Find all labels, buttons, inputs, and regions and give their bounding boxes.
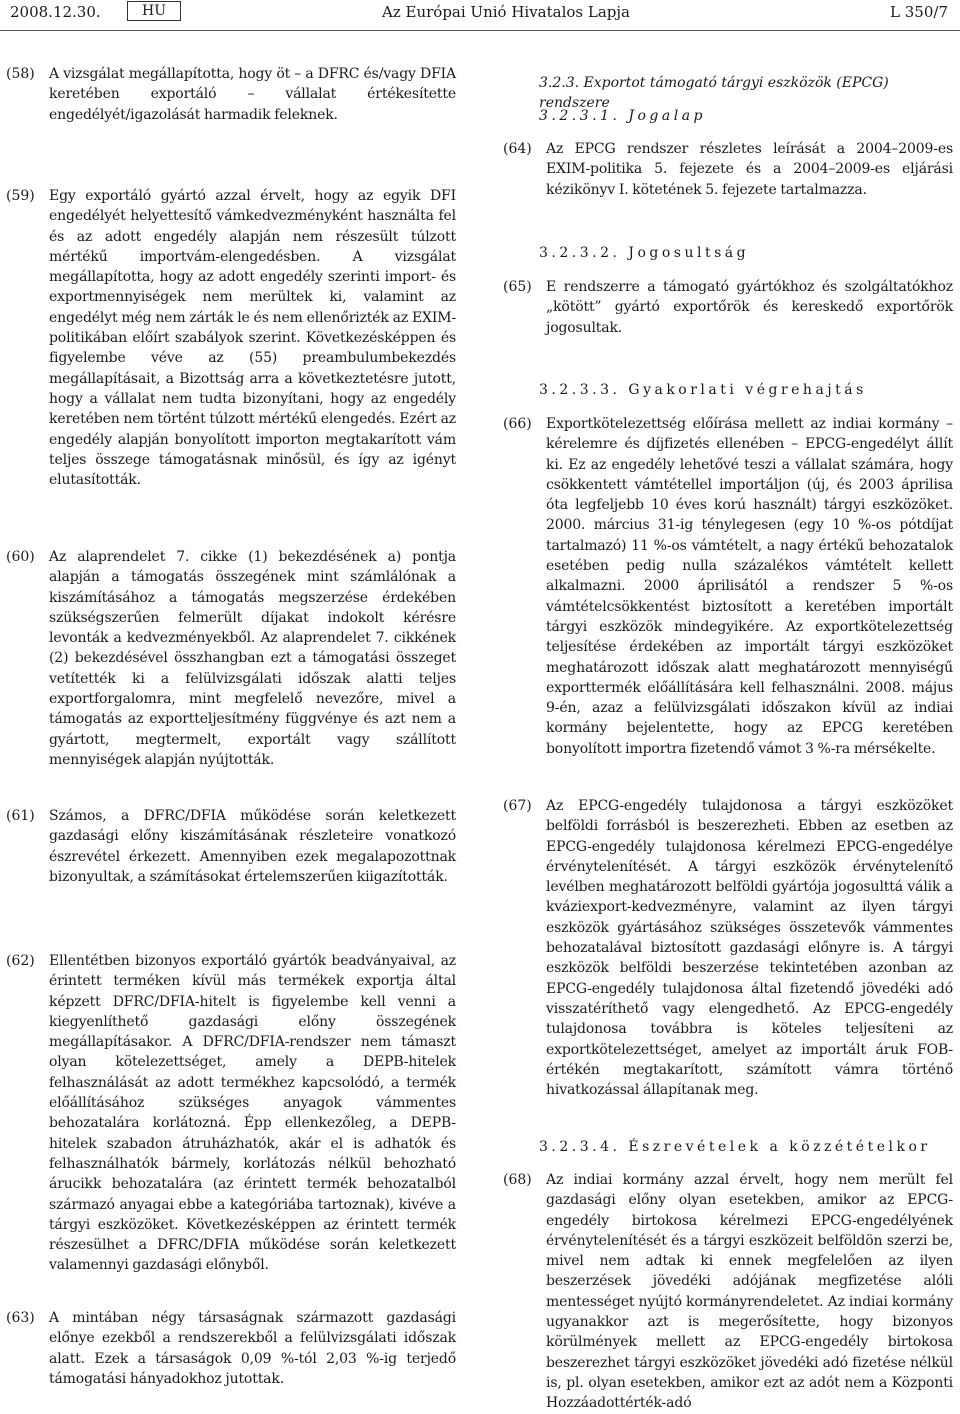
- right-para-65: [503, 277, 953, 338]
- left-para-61: [6, 806, 456, 887]
- right-heading-4: [503, 380, 953, 400]
- paragraph-61: [6, 806, 456, 887]
- right-para-68: [503, 1170, 953, 1414]
- paragraph-text: A mintában négy társaságnak származott gazdasági előnye ezekből a rendszerekből a felülvizsgálati időszak alatt. Ezek a társaságok 0,09 %-tól 2,03 %-ig terjedő támogatási hányadokhoz jutottak.: [49, 1310, 456, 1387]
- paragraph-65: [503, 277, 953, 338]
- right-heading-5: [503, 1137, 953, 1157]
- paragraph-67: [503, 796, 953, 1100]
- section-heading-legal-basis: 3.2.3.1. Jogalap: [539, 108, 707, 124]
- paragraph-text: E rendszerre a támogató gyártókhoz és szolgáltatókhoz „kötött” gyártó exportőrök és kereskedő exportőrök jogosultak.: [546, 279, 953, 336]
- paragraph-text: Számos, a DFRC/DFIA működése során keletkezett gazdasági előny kiszámításának részleteire vonatkozó észrevétel érkezett. Amennyiben ezek megalapozottnak bizonyultak, a számításokat értelemszerűen kiigazították.: [49, 808, 456, 885]
- paragraph-60: [6, 547, 456, 770]
- language-badge: HU: [127, 1, 181, 21]
- right-para-67: [503, 796, 953, 1100]
- paragraph-number: (64): [503, 141, 532, 157]
- section-heading-implementation: 3.2.3.3. Gyakorlati végrehajtás: [539, 382, 867, 398]
- paragraph-text: Exportkötelezettség előírása mellett az indiai kormány – kérelemre és díjfizetés ellenében – EPCG-engedélyt állít ki. Ez az engedély lehetővé teszi a vállalat számára, hogy csökkentett vámtétellel importáljon (új, és 2003 áprilisa óta legfeljebb 10 éves korú használt) tárgyi eszközöket. 2000. március 31-ig ténylegesen (egy 10 %-os pótdíjat tartalmazó) 11 %-os vámtételt, a nagy értékű behozatalok esetében pedig nulla százalékos vámtételt kellett alkalmazni. 2000 áprilisától a rendszer 5 %-os vámtételcsökkentést biztosított a keretében importált tárgyi eszközök mindegyikére. Az exportkötelezettség teljesítése érdekében az importált tárgyi eszközöket meghatározott időszak alatt meghatározott mennyiségű exporttermék előállítására kell felhasználni. 2008. május 9-én, azaz a felülvizsgálati időszakon kívül az indiai kormány bejelentette, hogy az EPCG keretében bonyolított importra fizetendő vámot 3 %-ra mérsékelte.: [546, 416, 953, 757]
- paragraph-number: (65): [503, 279, 532, 295]
- paragraph-number: (68): [503, 1172, 532, 1188]
- right-heading-3: [503, 243, 953, 263]
- left-para-63: [6, 1308, 456, 1389]
- paragraph-text: Egy exportáló gyártó azzal érvelt, hogy az egyik DFI engedélyét helyettesítő vámkedvezményként használta fel és az adott engedély alapján nem részesült túlzott mértékű importvám-elengedésben. A vizsgálat megállapította, hogy az adott engedély szerinti import- és exportmennyiségek nem merültek ki, valamint az engedélyt még nem zárták le és nem ellenőrizték az EXIM-politikában előírt szabályok szerint. Következésképpen és figyelembe véve az (55) preambulumbekezdés megállapításait, a Bizottság arra a következtetésre jutott, hogy a vállalat nem tudta bizonyítani, hogy az engedély keretében nem történt túlzott mértékű elengedés. Ezért az engedély alapján bonyolított importon megtakarított vám teljes összege támogatásnak minősül, és így az igényt elutasították.: [49, 188, 456, 489]
- paragraph-number: (61): [6, 808, 35, 824]
- page-number: L 350/7: [890, 3, 948, 21]
- paragraph-number: (59): [6, 188, 35, 204]
- paragraph-number: (60): [6, 549, 35, 565]
- right-para-64: [503, 139, 953, 200]
- publication-date: 2008.12.30.: [10, 3, 101, 21]
- paragraph-number: (58): [6, 66, 35, 82]
- right-para-66: [503, 414, 953, 759]
- paragraph-66: [503, 414, 953, 759]
- paragraph-68: [503, 1170, 953, 1414]
- section-heading-epcg: 3.2.3. Exportot támogató tárgyi eszközök (EPCG) rendszere: [539, 75, 889, 111]
- left-column-59: [6, 186, 456, 490]
- paragraph-text: Az indiai kormány azzal érvelt, hogy nem merült fel gazdasági előny olyan esetekben, amikor az EPCG-engedély birtokosa kérelmezi EPCG-engedélyének érvénytelenítését és a tárgyi eszközeit belföldön szerzi be, mivel nem adtak ki ennek megfelelően az ilyen beszerzések jövedéki adójának megfizetése alóli mentességet nyújtó kormányrendeletet. Az indiai kormány ugyanakkor azt is megerősítette, hogy bizonyos körülmények mellett az EPCG-engedély birtokosa beszerezhet tárgyi eszközöket jövedéki adó fizetése nélkül is, pl. olyan esetekben, amikor ezt az adót nem a Központi Hozzáadottérték-adó: [546, 1172, 953, 1412]
- paragraph-text: Az alaprendelet 7. cikke (1) bekezdésének a) pontja alapján a támogatás összegének mint számlálónak a kiszámításához a támogatás megszerzése érdekében szükségszerűen felmerült díjakat indokolt kérésre levonták a kedvezményekből. Az alaprendelet 7. cikkének (2) bekezdésével összhangban ezt a támogatási összeget vetítették ki a felülvizsgálati időszak alatti teljes exportforgalomra, mint megfelelő nevezőre, mivel a támogatás az exportteljesítmény függvénye és azt nem a gyártott, megtermelt, exportált vagy szállított mennyiségek alapján nyújtották.: [49, 549, 456, 768]
- paragraph-number: (62): [6, 953, 35, 969]
- paragraph-59: [6, 186, 456, 490]
- paragraph-text: Az EPCG-engedély tulajdonosa a tárgyi eszközöket belföldi forrásból is beszerezheti. Ebben az esetben az EPCG-engedély tulajdonosa kérelmezi EPCG-engedélye érvénytelenítését. A tárgyi eszközök érvénytelenítő levélben meghatározott belföldi gyártója jogosulttá válik a kváziexport-kedvezményre, valamint az ilyen tárgyi eszközök gyártásához szükséges összetevők vámmentes behozatalával biztosított gazdasági előnyre is. A tárgyi eszközök belföldi beszerzése tekintetében azonban az EPCG-engedély tulajdonosa által fizetendő jövedéki adó visszatéríthető vagy elengedhető. Az EPCG-engedély tulajdonosa továbbra is köteles teljesíteni az exportkötelezettséget, amelyet az importált áruk FOB-értékén megtakarított, számított vámra történő hivatkozással állapítanak meg.: [546, 798, 953, 1099]
- paragraph-number: (66): [503, 416, 532, 432]
- header-rule: [0, 30, 960, 31]
- left-column-60: [6, 547, 456, 770]
- paragraph-62: [6, 951, 456, 1276]
- paragraph-number: (63): [6, 1310, 35, 1326]
- paragraph-text: A vizsgálat megállapította, hogy öt – a DFRC és/vagy DFIA keretében exportáló – vállalat értékesítette engedélyét/igazolását harmadik feleknek.: [49, 66, 456, 123]
- paragraph-63: [6, 1308, 456, 1389]
- paragraph-64: [503, 139, 953, 200]
- left-column-top: [6, 64, 456, 125]
- paragraph-text: Az EPCG rendszer részletes leírását a 2004–2009-es EXIM-politika 5. fejezete és a 2004–2009-es eljárási kézikönyv I. kötetének 5. fejezete tartalmazza.: [546, 141, 953, 198]
- journal-title: Az Európai Unió Hivatalos Lapja: [382, 3, 630, 21]
- left-para-62: [6, 951, 456, 1276]
- paragraph-number: (67): [503, 798, 532, 814]
- section-heading-comments: 3.2.3.4. Észrevételek a közzétételkor: [539, 1139, 931, 1155]
- right-heading-2: [503, 106, 953, 126]
- page-header: [0, 0, 960, 24]
- section-heading-eligibility: 3.2.3.2. Jogosultság: [539, 245, 750, 261]
- paragraph-text: Ellentétben bizonyos exportáló gyártók beadványaival, az érintett terméken kívül más termékek exportja által képzett DFRC/DFIA-hitelt is figyelembe kell venni a kiegyenlíthető gazdasági előny összegének megállapításakor. A DFRC/DFIA-rendszer nem támaszt olyan kötelezettséget, amely a DEPB-hitelek felhasználását az adott termékhez kapcsolódó, a termék előállításához szükséges anyagok vámmentes behozatalára korlátozná. Épp ellenkezőleg, a DEPB-hitelek szabadon átruházhatók, akár el is adhatók és felhasználhatók bármely, korlátozás nélkül behozható árucikk behozatalára (az érintett termék behozatalból származó anyagai ebbe a kategóriába tartoznak), kivéve a tárgyi eszközöket. Következésképpen az érintett termék részesülhet a DFRC/DFIA működése során keletkezett valamennyi gazdasági előnyből.: [49, 953, 456, 1274]
- paragraph-58: [6, 64, 456, 125]
